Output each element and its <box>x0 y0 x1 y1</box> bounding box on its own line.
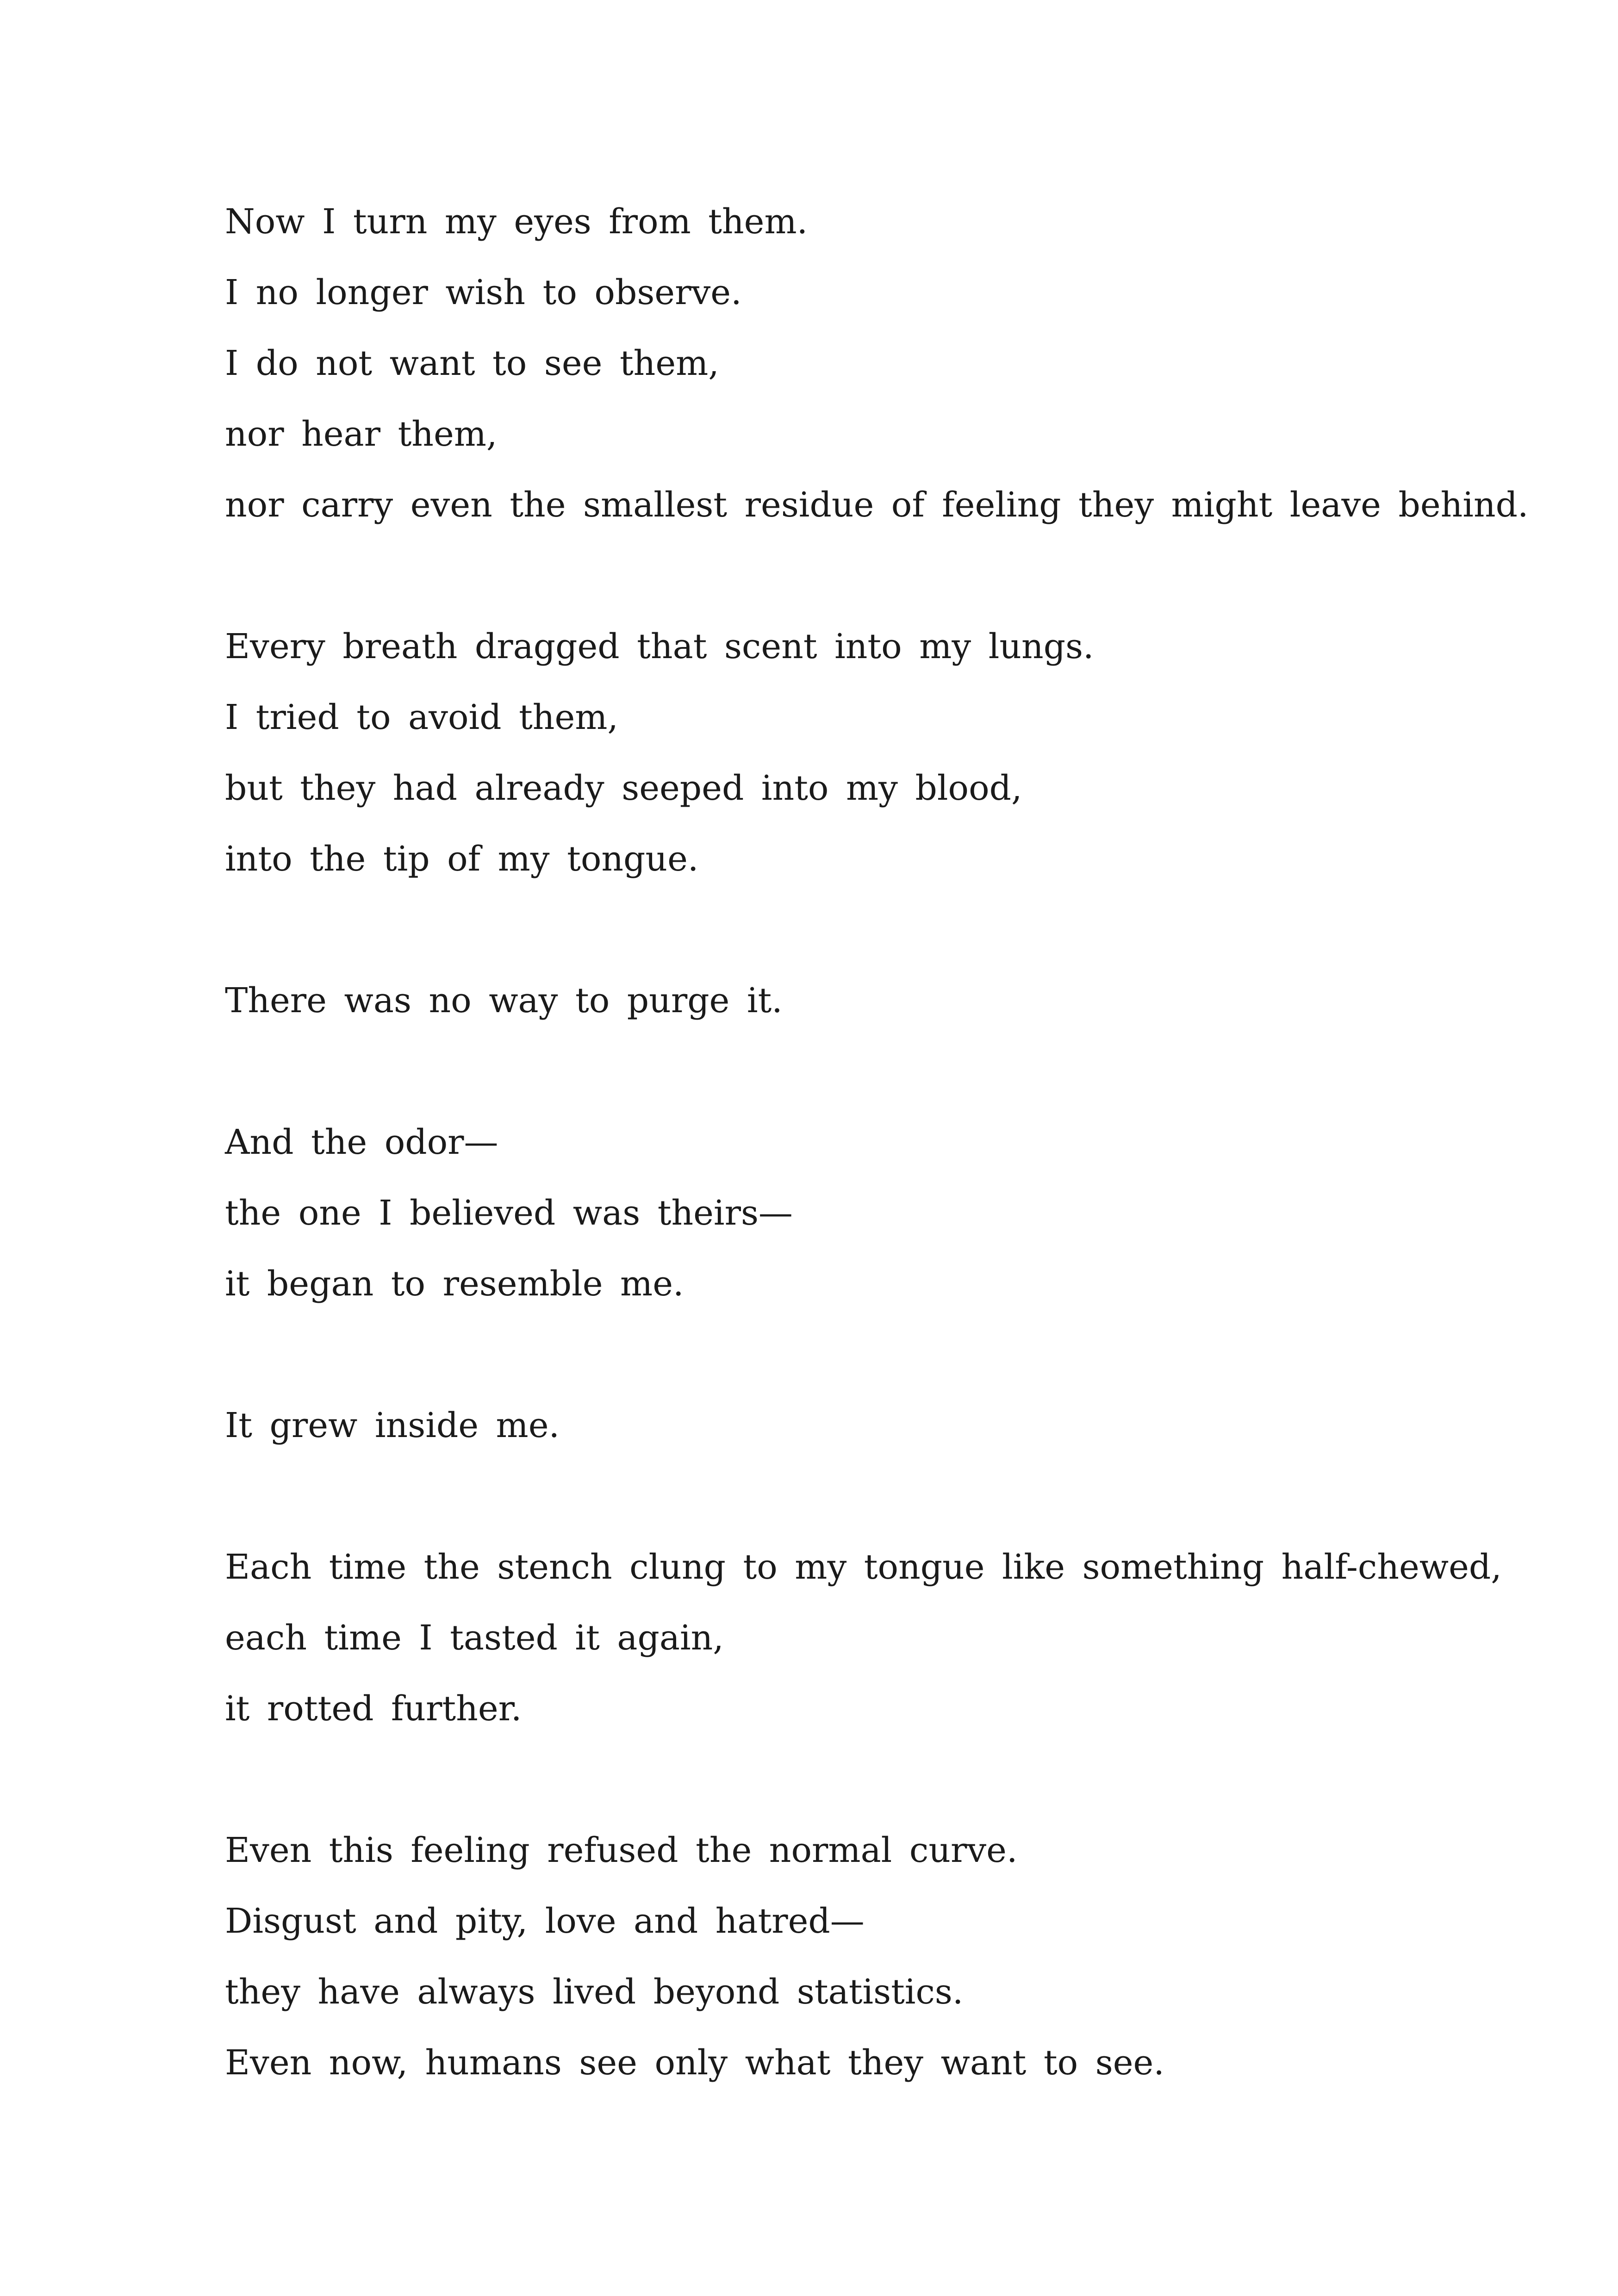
poem-line: I no longer wish to observe. <box>225 273 742 312</box>
poem-line: Disgust and pity, love and hatred— <box>225 1901 865 1941</box>
poem-line: it rotted further. <box>225 1689 522 1729</box>
poem-line: Now I turn my eyes from them. <box>225 202 808 242</box>
poem-line: the one I believed was theirs— <box>225 1193 793 1233</box>
poem-line: Every breath dragged that scent into my lungs. <box>225 627 1094 666</box>
poem-line: I do not want to see them, <box>225 343 719 383</box>
poem-line: but they had already seeped into my blood, <box>225 768 1022 808</box>
poem-line: And the odor— <box>225 1122 498 1162</box>
poem-line: Even this feeling refused the normal curve. <box>225 1830 1018 1870</box>
stanza-6 <box>225 1540 1502 1752</box>
stanza-7 <box>225 1823 1428 2106</box>
stanza-5 <box>225 1398 1428 1469</box>
poem-line: I tried to avoid them, <box>225 697 618 737</box>
poem-line: each time I tasted it again, <box>225 1618 724 1658</box>
stanza-4 <box>225 1115 1428 1327</box>
poem-line: nor carry even the smallest residue of feeling they might leave behind. <box>225 485 1529 525</box>
poem-line: it began to resemble me. <box>225 1264 684 1304</box>
poem-line: Even now, humans see only what they want to see. <box>225 2043 1164 2083</box>
poem-line: into the tip of my tongue. <box>225 839 699 879</box>
poem-line: There was no way to purge it. <box>225 981 783 1020</box>
poem-line: they have always lived beyond statistics. <box>225 1972 964 2012</box>
poem-line: nor hear them, <box>225 414 498 454</box>
poem-line: It grew inside me. <box>225 1406 560 1445</box>
stanza-1 <box>225 194 1529 548</box>
stanza-2 <box>225 619 1428 902</box>
poem-body <box>225 194 1529 2177</box>
poem-line: Each time the stench clung to my tongue like something half-chewed, <box>225 1547 1502 1587</box>
stanza-3 <box>225 973 1428 1044</box>
